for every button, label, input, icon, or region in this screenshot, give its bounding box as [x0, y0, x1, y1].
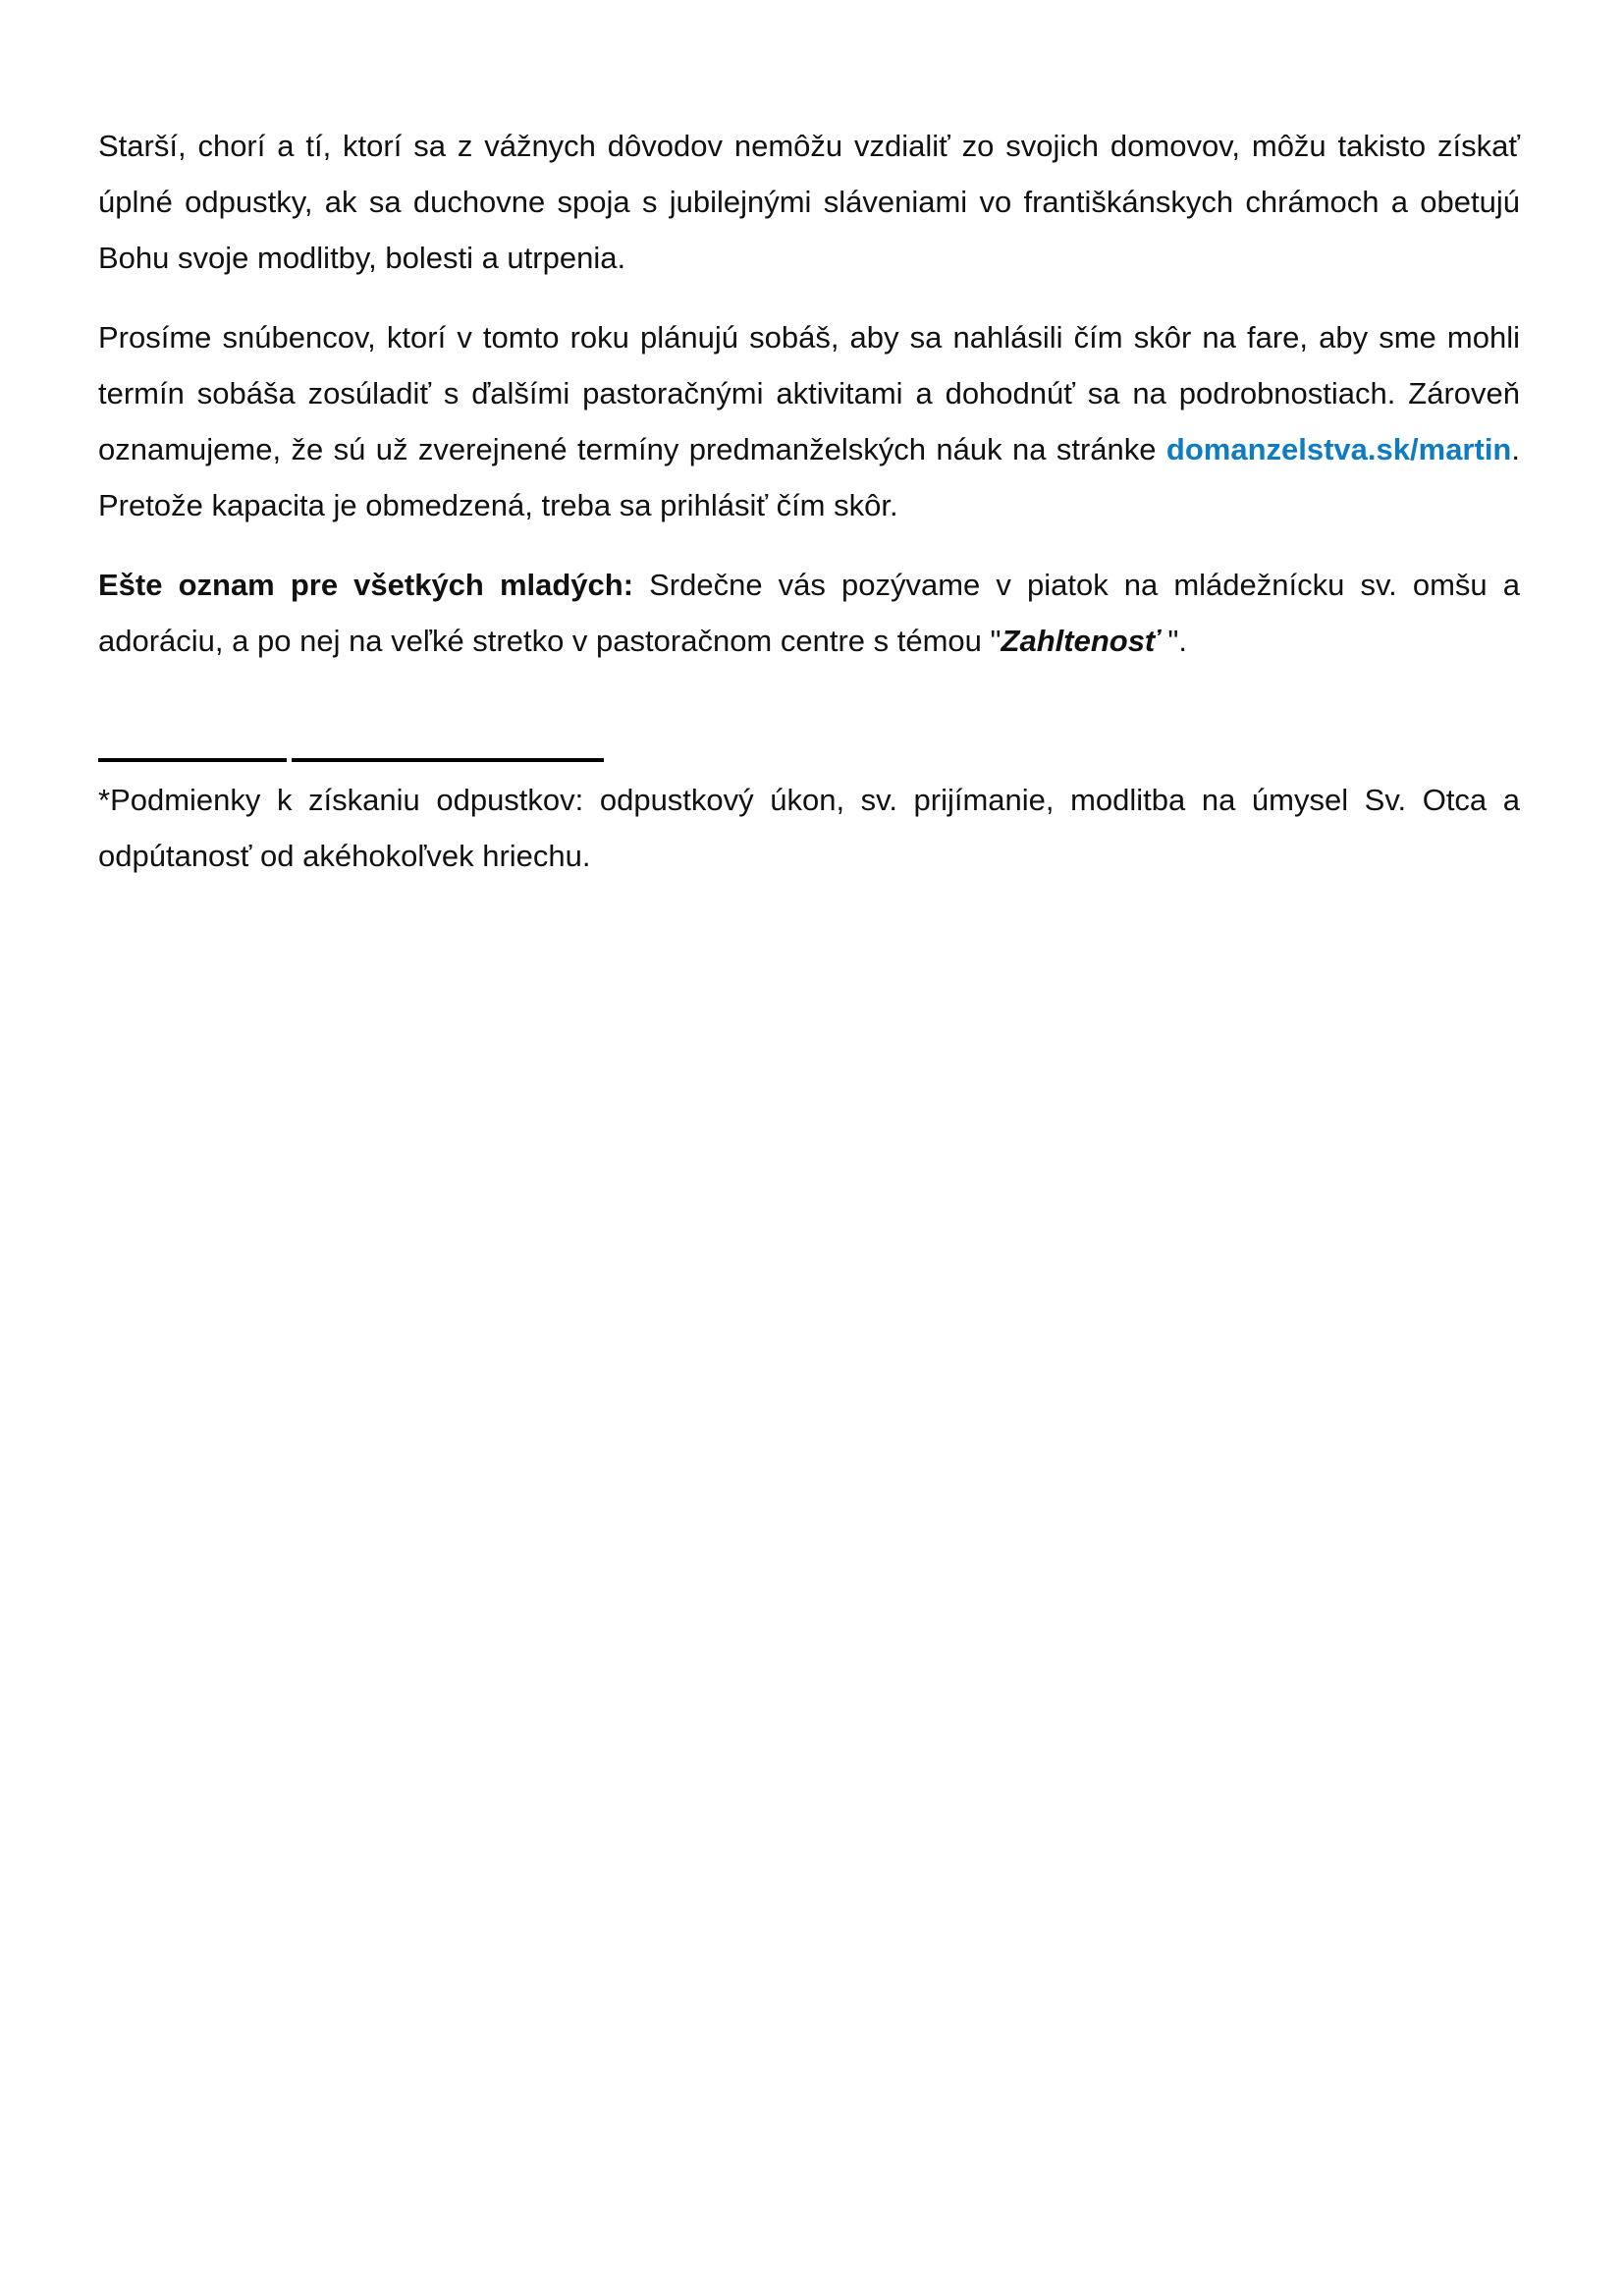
footnote-separator-segment-left: [98, 758, 287, 762]
youth-announcement-theme: Zahltenosť: [1001, 624, 1160, 658]
footnote: [98, 772, 1520, 884]
youth-announcement-lead: Ešte oznam pre všetkých mladých:: [98, 568, 634, 602]
footnote-separator-segment-right: [292, 758, 604, 762]
paragraph-engaged-couples: [98, 309, 1520, 533]
footnote-separator-line: [98, 758, 1520, 762]
paragraph-indulgences-text: Starší, chorí a tí, ktorí sa z vážnych dôvodov nemôžu vzdialiť zo svojich domovov, môžu takisto získať úplné odpustky, ak sa duchovne spoja s jubilejnými sláveniami vo františkánskych chrámoch a obetujú Bohu svoje modlitby, bolesti a utrpenia.: [98, 129, 1520, 275]
domanzelstva-link[interactable]: domanzelstva.sk/martin: [1165, 432, 1512, 466]
paragraph-indulgences: [98, 118, 1520, 286]
paragraph-engaged-couples-text-after-link: . Pretože kapacita je obmedzená, treba sa prihlásiť čím skôr.: [98, 432, 1520, 522]
footnote-text: *Podmienky k získaniu odpustkov: odpustkový úkon, sv. prijímanie, modlitba na úmysel Sv. Otca a odpútanosť od akéhokoľvek hriechu.: [98, 783, 1520, 873]
youth-announcement-body: Srdečne vás pozývame v piatok na mládežnícku sv. omšu a adoráciu, a po nej na veľké stretko v pastoračnom centre s témou ": [98, 568, 1520, 658]
document-body: [98, 118, 1520, 914]
youth-announcement-end: ".: [1159, 624, 1188, 658]
paragraph-engaged-couples-text: Prosíme snúbencov, ktorí v tomto roku plánujú sobáš, aby sa nahlásili čím skôr na fare, aby sme mohli termín sobáša zosúladiť s ďalšími pastoračnými aktivitami a dohodnúť sa na podrobnostiach. Zároveň oznamujeme, že sú už zverejnené termíny predmanželských náuk na stránke: [98, 320, 1520, 466]
paragraph-youth-announcement: [98, 557, 1520, 669]
footnote-section: [98, 758, 1520, 884]
